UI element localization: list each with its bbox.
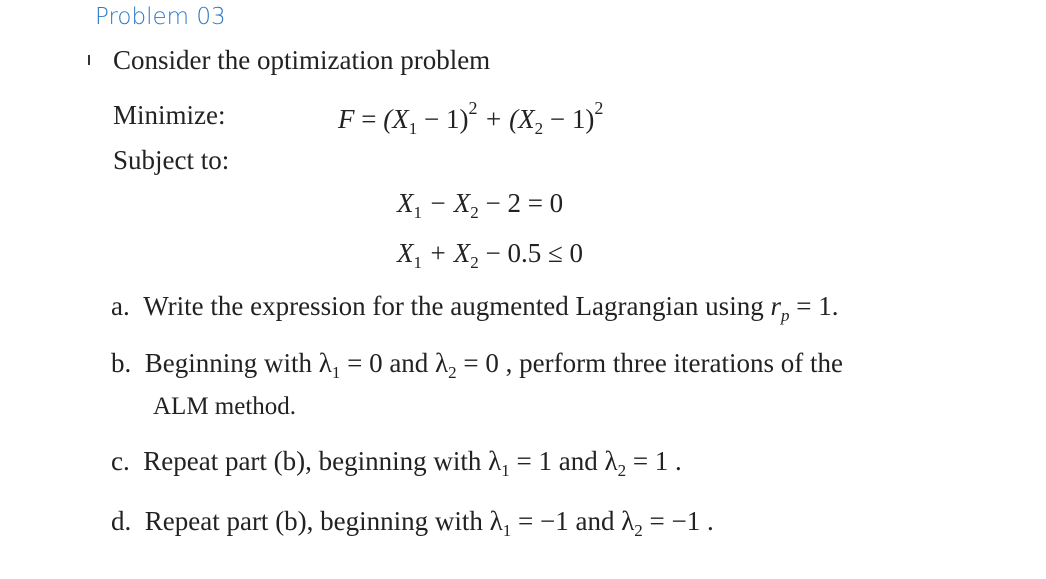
intro-text: Consider the optimization problem [113, 45, 491, 75]
item-b-line2: ALM method. [153, 393, 297, 420]
objective-function: $F = (X_1 - 1)^2 + (X_2 - 1)^2$ [338, 98, 604, 138]
item-d: d. Repeat part (b), beginning with $\lambda_1 = -1$ and $\lambda_2 = -1$ . [111, 506, 714, 540]
item-a: a. Write the expression for the augmented Lagrangian using $r_p = 1$. [111, 291, 839, 325]
problem-title: Problem 03 [95, 4, 226, 30]
minimize-label: Minimize: [113, 100, 226, 130]
text-cursor-mark [88, 55, 90, 65]
equality-constraint: $X_1 - X_2 - 2 = 0$ [397, 188, 564, 222]
item-c: c. Repeat part (b), beginning with $\lambda_1 = 1$ and $\lambda_2 = 1$ . [111, 446, 682, 480]
inequality-constraint: $X_1 + X_2 - 0.5 \le 0$ [397, 238, 584, 272]
item-b: b. Beginning with $\lambda_1 = 0$ and $\lambda_2 = 0$ , perform three iterations of the [111, 348, 844, 382]
subject-to-label: Subject to: [113, 145, 230, 175]
